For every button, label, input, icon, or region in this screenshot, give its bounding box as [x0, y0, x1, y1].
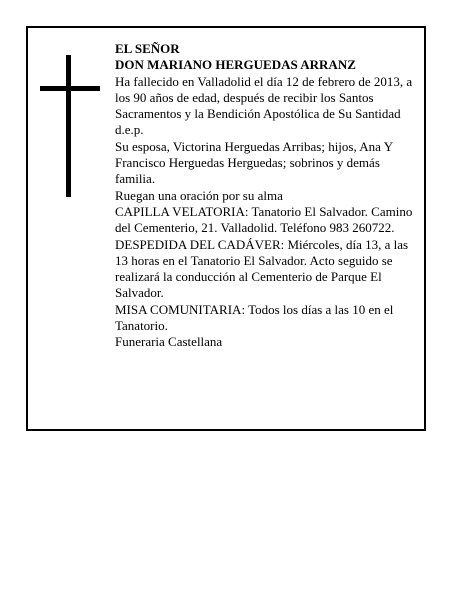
notice-paragraph-farewell: DESPEDIDA DEL CADÁVER: Miércoles, día 13, a las 13 horas en el Tanatorio El Salvador. Acto seguido se realizará la conducción al Cementerio de Parque El Salvador.	[115, 236, 409, 301]
cross-horizontal-bar	[40, 86, 100, 91]
notice-paragraph-mass: MISA COMUNITARIA: Todos los días a las 10 en el Tanatorio.	[115, 301, 394, 334]
cross-vertical-bar	[66, 55, 71, 197]
obituary-notice	[26, 26, 426, 431]
notice-paragraph-funeral-home: Funeraria Castellana	[115, 334, 223, 350]
notice-title-honorific: EL SEÑOR	[115, 41, 180, 56]
notice-paragraph-death: Ha fallecido en Valladolid el día 12 de febrero de 2013, a los 90 años de edad, después de recibir los Santos Sacramentos y la Bendición Apostólica de Su Santidad d.e.p.	[115, 73, 413, 138]
notice-paragraph-prayer: Ruegan una oración por su alma	[115, 187, 283, 203]
notice-paragraph-family: Su esposa, Victorina Herguedas Arribas; hijos, Ana Y Francisco Herguedas Herguedas; sobrinos y demás familia.	[115, 138, 393, 187]
notice-paragraph-chapel: CAPILLA VELATORIA: Tanatorio El Salvador. Camino del Cementerio, 21. Valladolid. Teléfono 983 260722.	[115, 203, 413, 236]
cross-icon	[40, 55, 100, 197]
notice-title-name: DON MARIANO HERGUEDAS ARRANZ	[115, 57, 356, 73]
notice-text	[115, 41, 421, 351]
